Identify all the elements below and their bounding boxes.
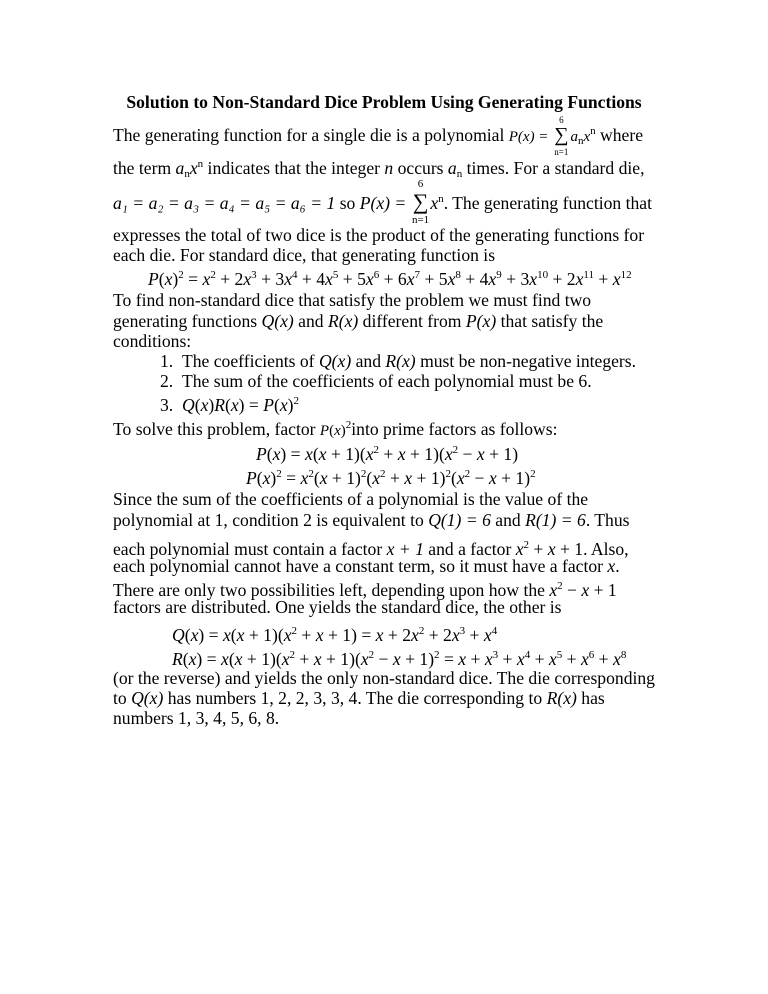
paragraph-line-24: (or the reverse) and yields the only non-standard dice. The die corresponding [113,668,655,688]
paragraph-line-1: The generating function for a single die is a polynomial P(x) = ∑ 6 n=1 $a_nx^n$ where [113,115,644,157]
equation-q: $Q(x) = x(x + 1)(x^2 + x + 1) = x + 2x^2 + 2x^3 + x^4$ [172,625,498,645]
paragraph-line-17: polynomial at 1, condition 2 is equivalent to Q(1) = 6 and R(1) = 6. Thus [113,510,630,530]
paragraph-line-26: numbers 1, 3, 4, 5, 6, 8. [113,708,280,728]
equation-r: $R(x) = x(x + 1)(x^2 + x + 1)(x^2 - x + 1)^2 = x + x^3 + x^4 + x^5 + x^6 + x^8$ [172,649,627,669]
paragraph-line-18: each polynomial must contain a factor x + 1 and a factor $x^2 + x + 1$. Also, [113,539,629,559]
paragraph-line-16: Since the sum of the coefficients of a polynomial is the value of the [113,489,589,509]
summation-symbol: ∑ 6 n=1 [554,115,569,157]
paragraph-line-13: To solve this problem, factor $P(x)^2into$ prime factors as follows: [113,419,558,439]
paragraph-line-3: a₁ = a₂ = a₃ = a₄ = a₅ = a₆ = 1 so P(x) = ∑ 6 n=1 $x^n$. The generating function that [113,178,652,226]
paragraph-line-5: each die. For standard dice, that generating function is [113,245,496,265]
paragraph-line-9: conditions: [113,331,192,351]
summation-symbol: ∑ 6 n=1 [411,178,430,226]
equation-p-squared: $P(x)^2 = x^2 + 2x^3 + 3x^4 + 4x^5 + 5x^6 + 6x^7 + 5x^8 + 4x^9 + 3x^{10} + 2x^{11} + x^{12}$ [148,269,632,289]
paragraph-line-20: There are only two possibilities left, depending upon how the $x^2 - x + 1$ [113,580,617,600]
condition-2: 2. The sum of the coefficients of each polynomial must be 6. [160,371,592,391]
paragraph-line-19: each polynomial cannot have a constant term, so it must have a factor x. [113,556,620,576]
paragraph-line-4: expresses the total of two dice is the product of the generating functions for [113,225,645,245]
equation-p-factored: $P(x) = x(x + 1)(x^2 + x + 1)(x^2 - x + 1)$ [256,444,519,464]
condition-1: 1. The coefficients of Q(x) and R(x) must be non-negative integers. [160,351,637,371]
condition-3: 3. $Q(x)R(x) = P(x)^2$ [160,395,300,415]
paragraph-line-21: factors are distributed. One yields the standard dice, the other is [113,597,562,617]
paragraph-line-2: the term $a_nx^n$ indicates that the integer n occurs $a_n$ times. For a standard die, [113,158,645,180]
equation-p-squared-factored: $P(x)^2 = x^2(x + 1)^2(x^2 + x + 1)^2(x^2 - x + 1)^2$ [246,468,536,488]
document-title: Solution to Non-Standard Dice Problem Using Generating Functions [126,92,642,112]
paragraph-line-7: To find non-standard dice that satisfy the problem we must find two [113,290,592,310]
paragraph-line-8: generating functions Q(x) and R(x) different from P(x) that satisfy the [113,311,604,331]
paragraph-line-25: to Q(x) has numbers 1, 2, 2, 3, 3, 4. The die corresponding to R(x) has [113,688,605,708]
